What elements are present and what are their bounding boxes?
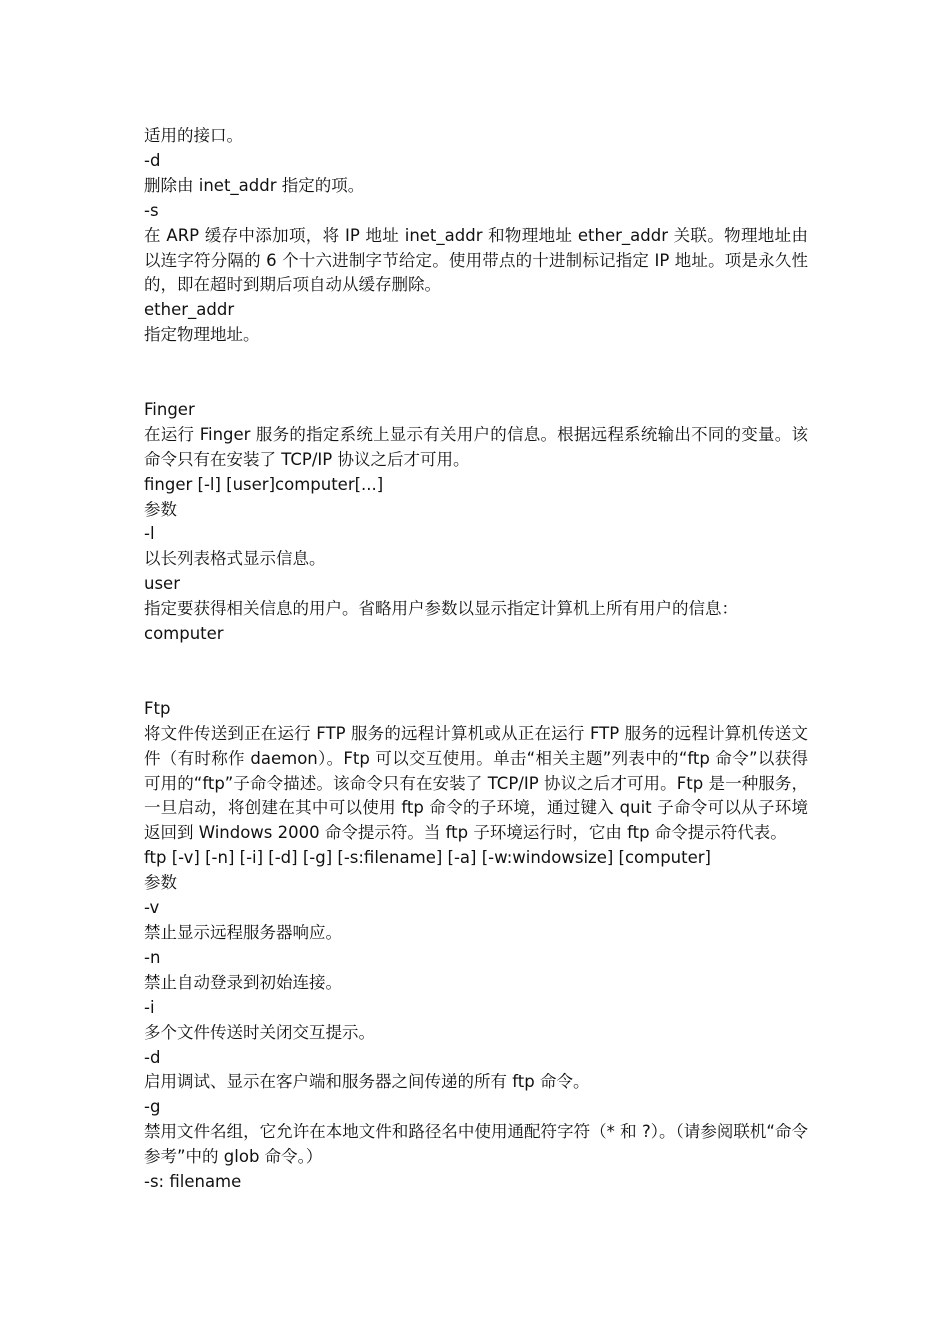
ftp-option-i: -i: [144, 997, 155, 1017]
ftp-option-i-description: 多个文件传送时关闭交互提示。: [144, 1022, 375, 1042]
ftp-syntax: ftp [-v] [-n] [-i] [-d] [-g] [-s:filename] [-a] [-w:windowsize] [computer]: [144, 848, 711, 868]
finger-option-l: -l: [144, 524, 155, 544]
arp-option-s-description: 在 ARP 缓存中添加项，将 IP 地址 inet_addr 和物理地址 ether_addr 关联。物理地址由以连字符分隔的 6 个十六进制字节给定。使用带点的十进制标记指定 IP 地址。项是永久性的，即在超时到期后项自动从缓存删除。: [144, 225, 808, 295]
finger-syntax: finger [-l] [user]computer[...]: [144, 474, 384, 494]
arp-option-d: -d: [144, 150, 161, 170]
ftp-params-label: 参数: [144, 873, 177, 893]
ftp-description: 将文件传送到正在运行 FTP 服务的远程计算机或从正在运行 FTP 服务的远程计算机传送文件（有时称作 daemon）。Ftp 可以交互使用。单击“相关主题”列表中的“ftp 命令”以获得可用的“ftp”子命令描述。该命令只有在安装了 TCP/IP 协议之后才可用。Ftp 是一种服务，一旦启动，将创建在其中可以使用 ftp 命令的子环境，通过键入 quit 子命令可以从子环境返回到 Windows 2000 命令提示符。当 ftp 子环境运行时，它由 ftp 命令提示符代表。: [144, 723, 808, 843]
finger-param-computer: computer: [144, 624, 224, 644]
finger-param-user-description: 指定要获得相关信息的用户。省略用户参数以显示指定计算机上所有用户的信息：: [144, 599, 738, 619]
ftp-option-d: -d: [144, 1047, 161, 1067]
ftp-option-d-description: 启用调试、显示在客户端和服务器之间传递的所有 ftp 命令。: [144, 1072, 590, 1092]
arp-section: [144, 124, 808, 348]
ftp-option-g: -g: [144, 1097, 161, 1117]
ftp-option-v-description: 禁止显示远程服务器响应。: [144, 922, 342, 942]
finger-heading: Finger: [144, 399, 195, 419]
ftp-option-n: -n: [144, 947, 161, 967]
finger-param-user: user: [144, 574, 180, 594]
finger-section: [144, 398, 808, 647]
ftp-option-v: -v: [144, 898, 160, 918]
arp-param-ether-addr: ether_addr: [144, 300, 235, 320]
finger-option-l-description: 以长列表格式显示信息。: [144, 549, 326, 569]
ftp-heading: Ftp: [144, 698, 171, 718]
ftp-option-n-description: 禁止自动登录到初始连接。: [144, 972, 342, 992]
arp-param-ether-addr-description: 指定物理地址。: [144, 325, 260, 345]
section-spacer: [144, 348, 808, 398]
arp-option-s: -s: [144, 200, 159, 220]
finger-params-label: 参数: [144, 499, 177, 519]
ftp-option-s-filename: -s: filename: [144, 1172, 242, 1192]
finger-description: 在运行 Finger 服务的指定系统上显示有关用户的信息。根据远程系统输出不同的变量。该命令只有在安装了 TCP/IP 协议之后才可用。: [144, 424, 808, 469]
arp-interface-text: 适用的接口。: [144, 126, 243, 145]
ftp-section: [144, 697, 808, 1195]
arp-option-d-description: 删除由 inet_addr 指定的项。: [144, 175, 365, 195]
document-body: [144, 124, 808, 1195]
ftp-option-g-description: 禁用文件名组，它允许在本地文件和路径名中使用通配符字符（* 和 ?）。（请参阅联机“命令参考”中的 glob 命令。）: [144, 1122, 808, 1167]
section-spacer: [144, 647, 808, 697]
